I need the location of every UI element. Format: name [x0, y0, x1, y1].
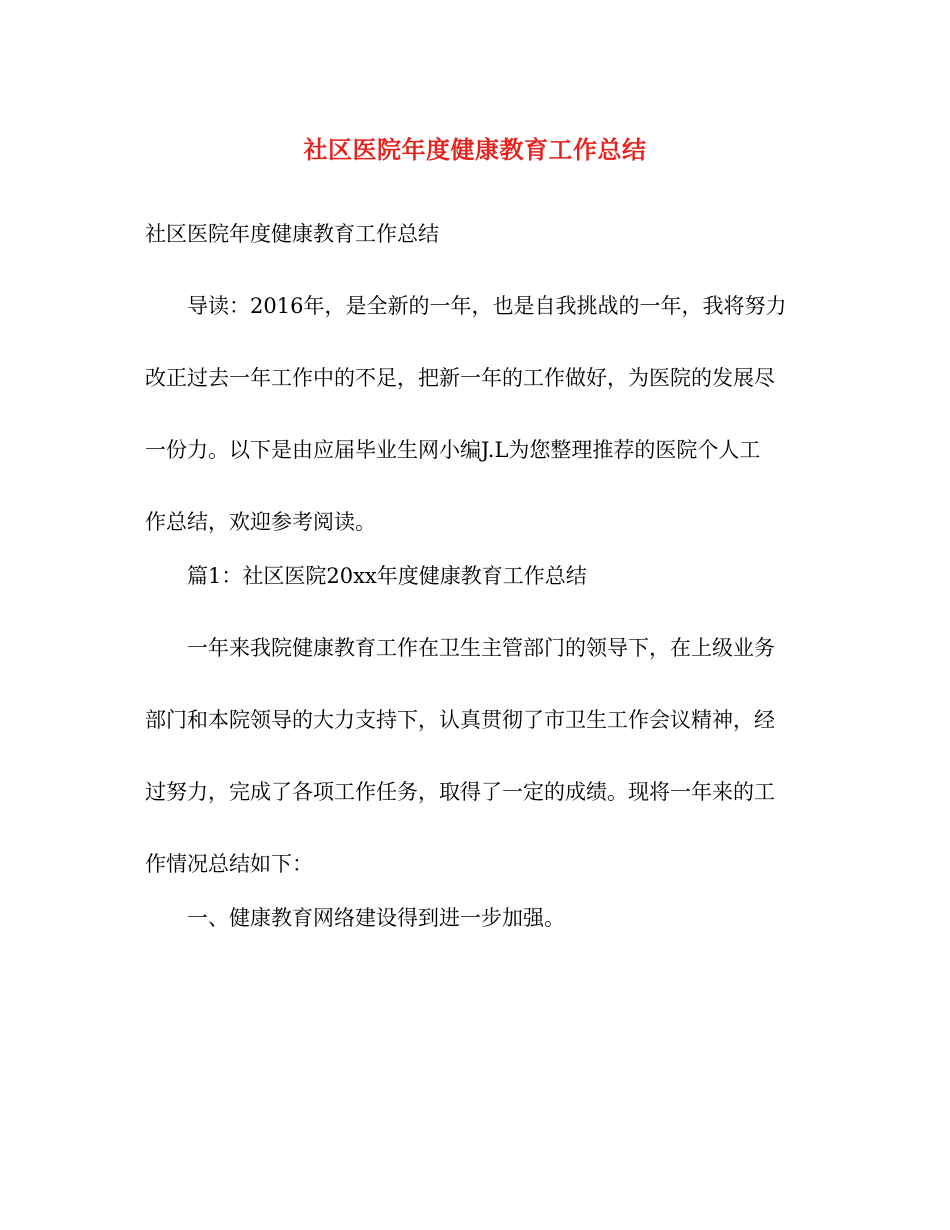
- body-line-2: 部门和本院领导的大力支持下，认真贯彻了市卫生工作会议精神，经: [145, 708, 775, 732]
- point-1: 一、健康教育网络建设得到进一步加强。: [187, 906, 565, 930]
- body-line-4: 作情况总结如下：: [145, 852, 313, 876]
- body-line-1: 一年来我院健康教育工作在卫生主管部门的领导下，在上级业务: [187, 636, 775, 660]
- intro-line-2: 改正过去一年工作中的不足，把新一年的工作做好，为医院的发展尽: [145, 366, 775, 390]
- intro-line-1: 导读：2016年，是全新的一年，也是自我挑战的一年，我将努力: [187, 294, 787, 318]
- section-heading: 篇1：社区医院20xx年度健康教育工作总结: [187, 564, 587, 588]
- intro-line-3: 一份力。以下是由应届毕业生网小编J.L为您整理推荐的医院个人工: [145, 438, 761, 462]
- document-subtitle: 社区医院年度健康教育工作总结: [145, 222, 439, 246]
- body-line-3: 过努力，完成了各项工作任务，取得了一定的成绩。现将一年来的工: [145, 780, 775, 804]
- intro-line-4: 作总结，欢迎参考阅读。: [145, 510, 376, 534]
- document-title: 社区医院年度健康教育工作总结: [303, 135, 647, 164]
